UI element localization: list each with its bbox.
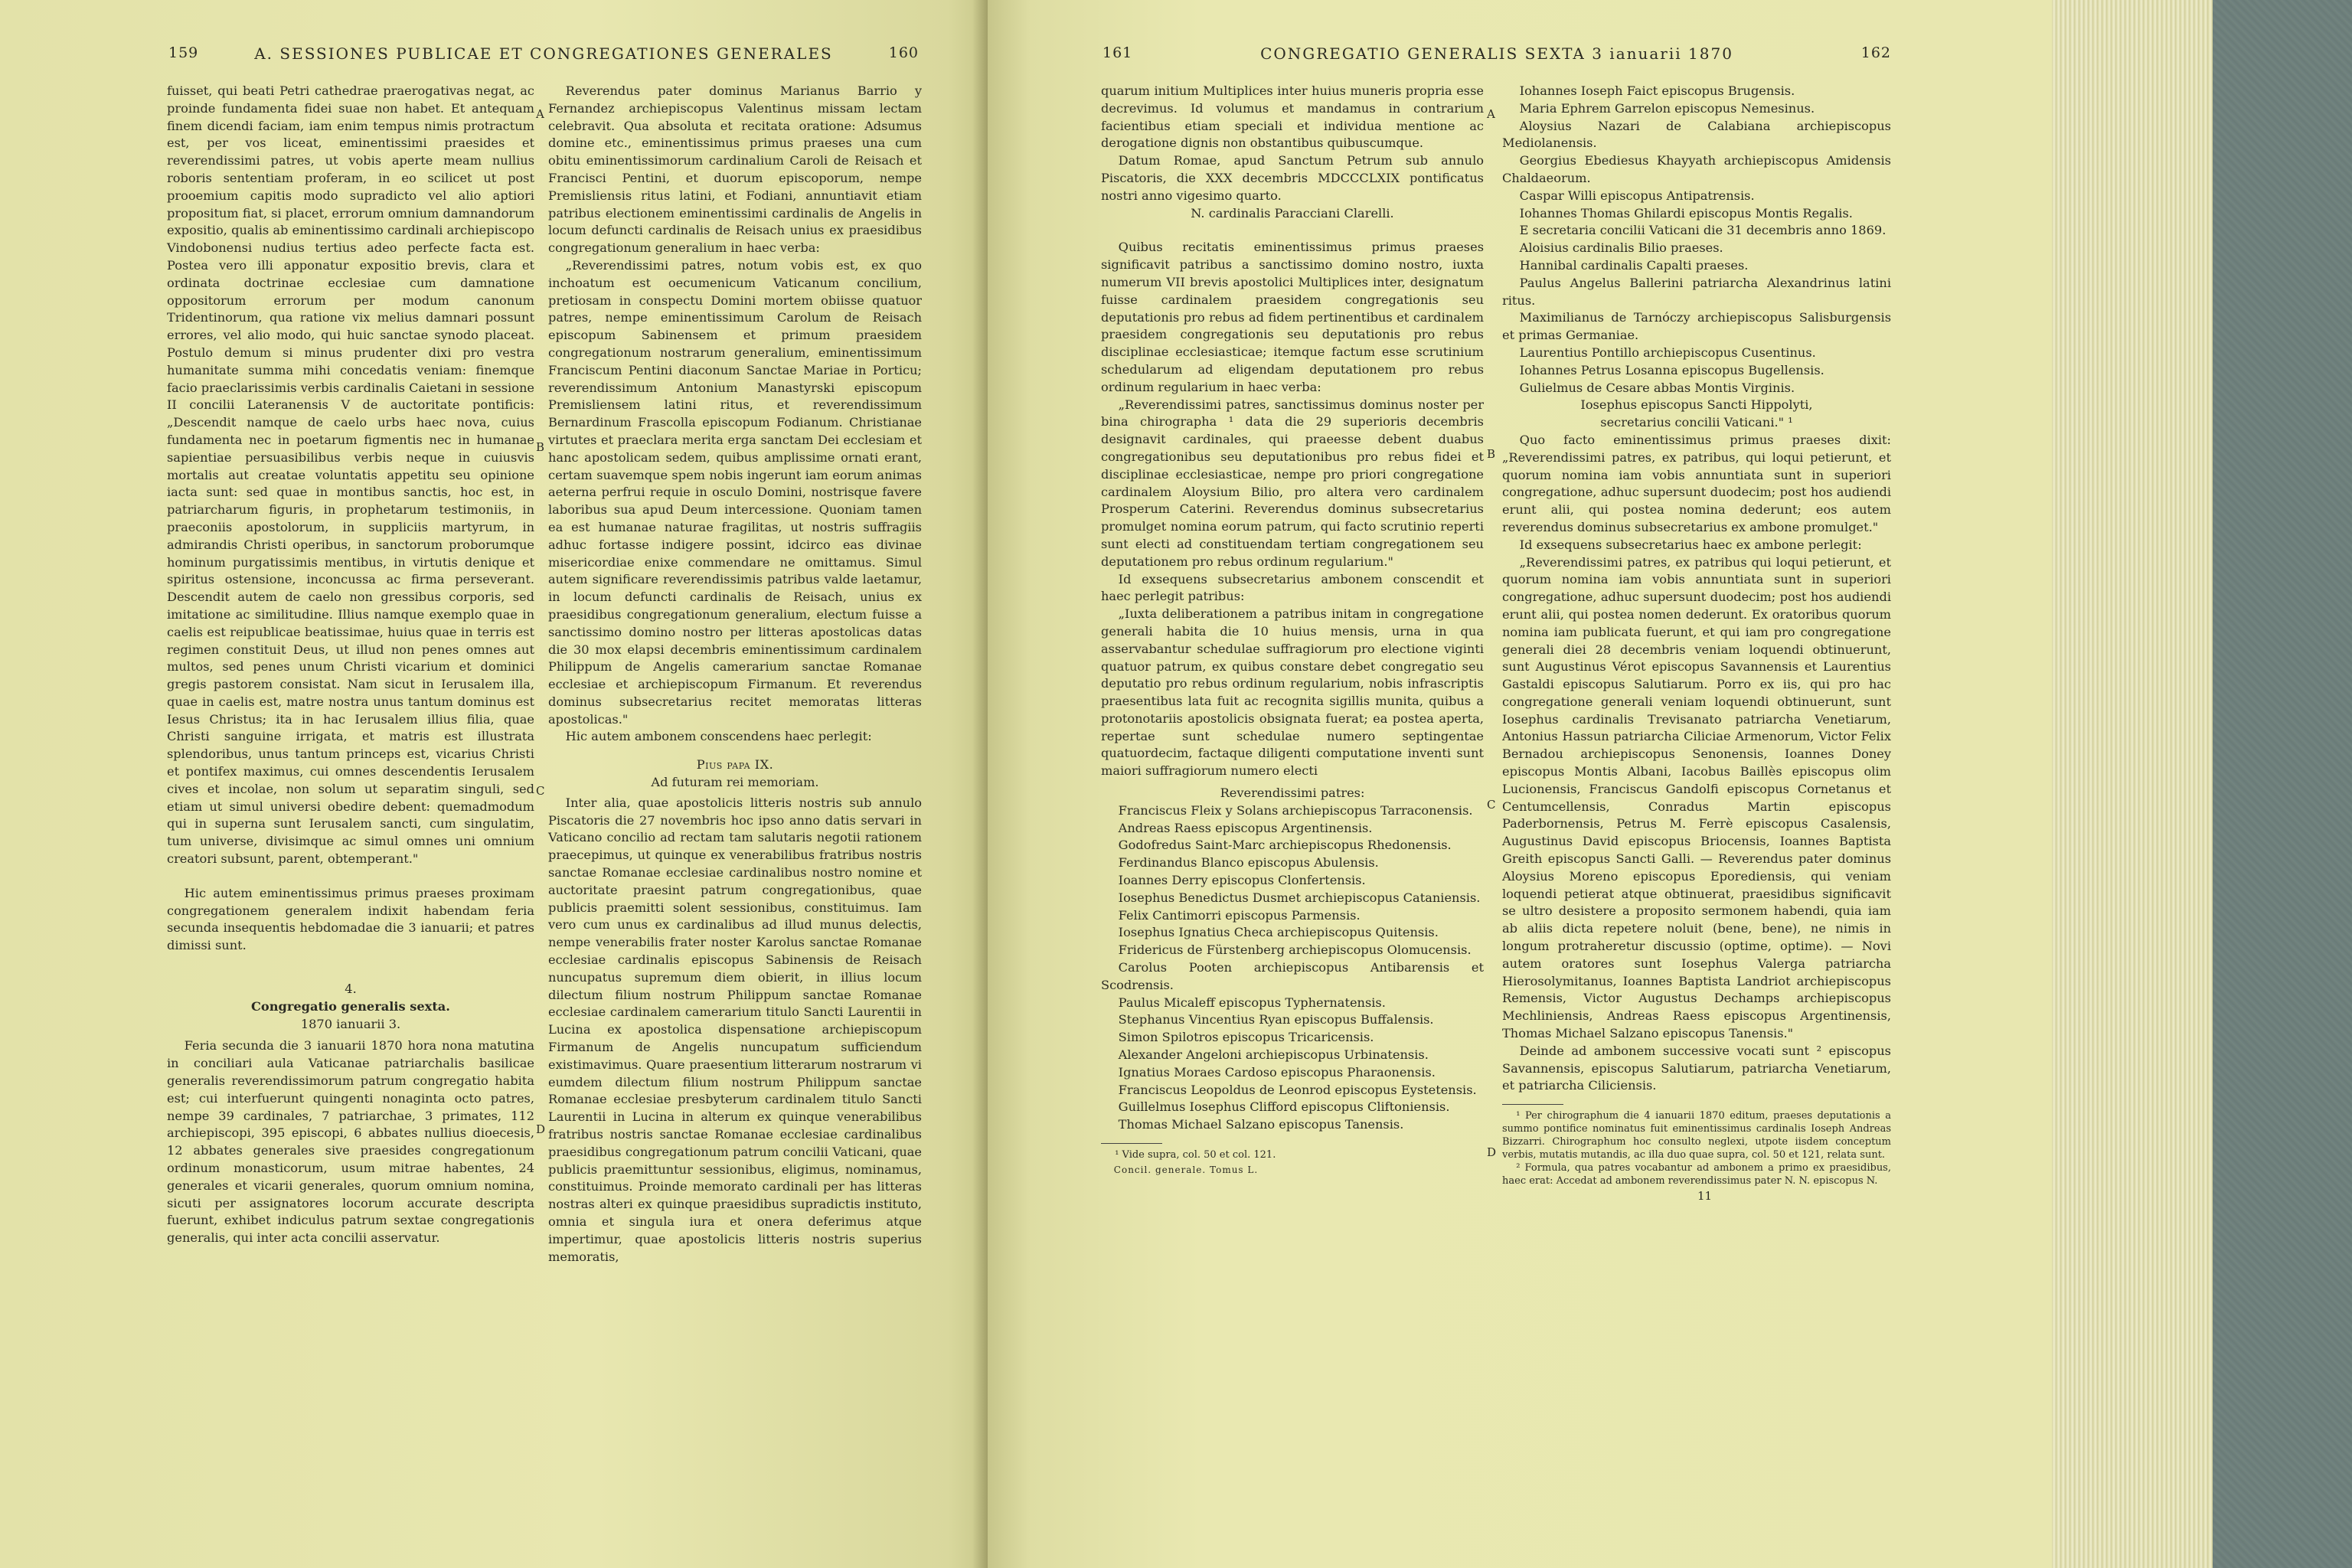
name-entry: Godofredus Saint-Marc archiepiscopus Rhedonensis. xyxy=(1118,838,1452,853)
footnote-rule xyxy=(1101,1143,1162,1144)
margin-letter-b: B xyxy=(1487,447,1496,461)
signer-line: Iosephus episcopus Sancti Hippolyti, xyxy=(1580,397,1813,413)
name-entry: Franciscus Leopoldus de Leonrod episcopus Eystetensis. xyxy=(1118,1082,1477,1097)
section-date: 1870 ianuarii 3. xyxy=(300,1016,401,1031)
signature-line: N. cardinalis Paracciani Clarelli. xyxy=(1191,205,1394,220)
name-entry: Alexander Angeloni archiepiscopus Urbinatensis. xyxy=(1118,1047,1429,1063)
left-page xyxy=(0,0,988,1568)
name-entry: Hannibal cardinalis Capalti praeses. xyxy=(1519,257,1749,273)
name-entry: Andreas Raess episcopus Argentinensis. xyxy=(1118,820,1373,835)
name-entry: E secretaria concilii Vaticani die 31 decembris anno 1869. xyxy=(1519,223,1886,238)
right-page xyxy=(988,0,2052,1568)
name-entry: Iohannes Ioseph Faict episcopus Brugensis. xyxy=(1519,83,1795,98)
right-running-header xyxy=(1102,44,1891,72)
pius-heading: Pius papa IX. xyxy=(696,757,774,773)
paragraph: Hic autem ambonem conscendens haec perlegit: xyxy=(565,729,872,744)
name-entry: Iosephus Benedictus Dusmet archiepiscopus Cataniensis. xyxy=(1118,890,1481,905)
section-number: 4. xyxy=(345,982,357,997)
left-running-title: A. SESSIONES PUBLICAE ET CONGREGATIONES GENERALES xyxy=(254,44,833,63)
name-entry: Carolus Pooten archiepiscopus Antibarensis et Scodrensis. xyxy=(1101,960,1484,992)
margin-letter-c: C xyxy=(536,784,545,798)
paragraph: Hic autem eminentissimus primus praeses proximam congregationem generalem indixit habendam feria secunda insequentis hebdomadae die 3 ianuarii; et patres dimissi sunt. xyxy=(167,885,534,953)
name-entry: Stephanus Vincentius Ryan episcopus Buffalensis. xyxy=(1118,1012,1434,1027)
name-entry: Georgius Ebediesus Khayyath archiepiscopus Amidensis Chaldaeorum. xyxy=(1502,153,1891,185)
name-entry: Paulus Angelus Ballerini patriarcha Alexandrinus latini ritus. xyxy=(1502,275,1891,308)
name-entry: Ferdinandus Blanco episcopus Abulensis. xyxy=(1118,855,1379,871)
paragraph: Reverendus pater dominus Marianus Barrio y Fernandez archiepiscopus Valentinus missam lectam celebravit. Qua absoluta et recitata oratione: Adsumus domine etc., eminentissimus primus praeses una cum obitu eminentissimorum cardinalium Caroli de Reisach et Francisci Pentini, et duorum episcoporum, nempe Premisliensis ritus latini, et Fodiani, annuntiavit etiam patribus electionem eminentissimi cardinalis de Angelis in locum defuncti cardinalis de Reisach unius ex praesidibus congregationum generalium in haec verba: xyxy=(548,83,922,256)
name-entry: Maria Ephrem Garrelon episcopus Nemesinus. xyxy=(1519,100,1815,116)
paragraph: „Reverendissimi patres, notum vobis est, ex quo inchoatum est oecumenicum Vaticanum concilium, pretiosam in conspectu Domini mortem obiisse quatuor patres, nempe eminentissimum Carolum de Reisach episcopum Sabinensem et primum praesidem congregationum nostrarum generalium, eminentissimum Franciscum Pentini diaconum Sanctae Mariae in Porticu; reverendissimum Antonium Manastyrski episcopum Premisliensem latini ritus, et reverendissimum Bernardinum Frascolla episcopum Fodianum. Christianae virtutes et praeclara merita erga sanctam Dei ecclesiam et hanc apostolicam sedem, quibus amplissime ornati erant, certam suavemque spem nobis ingerunt iam eorum animas aeterna perfrui requie in osculo Domini, nostrisque favere laboribus sua apud Deum intercessione. Quoniam tamen ea est humanae naturae fragilitas, ut nostris suffragiis adhuc fortasse indigere possint, idcirco eas divinae misericordiae enixe commendare ne omittamus. Simul autem significare reverendissimis patribus valde laetamur, in locum defuncti cardinalis de Reisach, unius ex praesidibus congregationum generalium, electum fuisse a sanctissimo domino nostro per litteras apostolicas datas die 30 mox elapsi decembris eminentissimum cardinalem Philippum de Angelis camerarium sanctae Romanae ecclesiae et archiepiscopum Firmanum. Et reverendus dominus subsecretarius recitet memoratas litteras apostolicas." xyxy=(548,257,922,727)
column-159 xyxy=(167,83,534,1247)
name-entry: Iosephus Ignatius Checa archiepiscopus Quitensis. xyxy=(1118,925,1439,940)
name-entry: Iohannes Petrus Losanna episcopus Bugellensis. xyxy=(1519,362,1824,377)
column-160 xyxy=(548,83,922,1266)
page-block-edge xyxy=(2052,0,2213,1568)
name-entry: Iohannes Thomas Ghilardi episcopus Montis Regalis. xyxy=(1519,205,1853,220)
name-entry: Laurentius Pontillo archiepiscopus Cusentinus. xyxy=(1519,345,1816,360)
footnote: ¹ Per chirographum die 4 ianuarii 1870 editum, praeses deputationis a summo pontifice nominatus fuit eminentissimus cardinalis Ioseph Andreas Bizzarri. Chirographum hoc consulto neglexi, utpote iisdem conceptum verbis, mutatis mutandis, ac illa duo quae supra, col. 50 et 121, relata sunt. xyxy=(1502,1110,1891,1161)
book-cover-board xyxy=(2213,0,2352,1568)
footnote: ¹ Vide supra, col. 50 et col. 121. xyxy=(1115,1149,1276,1161)
paragraph: „Reverendissimi patres, ex patribus qui loqui petierunt, et quorum nomina iam vobis annuntiata sunt in superiori congregatione, adhuc supersunt duodecim; post hos audiendi erunt alii, qui postea nomen dederunt. Ex oratoribus quorum nomina iam publicata fuerunt, et qui iam pro congregatione generali diei 28 decembris veniam loquendi obtinuerunt, sunt Augustinus Vérot episcopus Savannensis et Laurentius Gastaldi episcopus Salutiarum. Porro ex iis, qui pro hac congregatione generali veniam loquendi obtinuerunt, sunt Iosephus cardinalis Trevisanato patriarcha Venetiarum, Antonius Hassun patriarcha Ciliciae Armenorum, Victor Felix Bernadou archiepiscopus Senonensis, Ioannes Doney episcopus Montis Albani, Iacobus Baillès episcopus olim Lucionensis, Franciscus Gandolfi episcopus Cornetanus et Centumcellensis, Conradus Martin episcopus Paderbornensis, Petrus M. Ferrè episcopus Casalensis, Augustinus David episcopus Briocensis, Ioannes Baptista Greith episcopus Sancti Galli. — Reverendus pater dominus Aloysius Moreno episcopus Eporediensis, qui veniam loquendi petierat atque obtinuerat, praesidibus significavit se ultro desistere a proposito sermonem habendi, quia iam ab aliis dicta repetere noluit (bene, bene), ne nimis in longum protraheretur discussio (optime, optime). — Novi autem oratores sunt Iosephus Valerga patriarcha Hierosolymitanus, Ioannes Baptista Landriot archiepiscopus Remensis, Victor Augustus Dechamps archiepiscopus Mechliniensis, Andreas Raess episcopus Argentinensis, Thomas Michael Salzano episcopus Tanensis." xyxy=(1502,554,1891,1041)
name-entry: Simon Spilotros episcopus Tricaricensis. xyxy=(1118,1030,1374,1045)
margin-letter-b: B xyxy=(536,440,545,454)
name-entry: Franciscus Fleix y Solans archiepiscopus Tarraconensis. xyxy=(1118,802,1473,818)
footnote: ² Formula, qua patres vocabantur ad ambonem a primo ex praesidibus, haec erat: Accedat ad ambonem reverendissimus pater N. N. episcopus N. xyxy=(1502,1162,1891,1187)
right-page-number-2: 162 xyxy=(1860,44,1891,61)
margin-letter-d: D xyxy=(1487,1145,1497,1159)
paragraph: Id exsequens subsecretarius haec ex ambone perlegit: xyxy=(1519,537,1862,552)
paragraph: Quibus recitatis eminentissimus primus praeses significavit patribus a sanctissimo domino nostro, iuxta numerum VII brevis apostolici Multiplices inter, designatum fuisse cardinalem praesidem congregationis seu deputationis pro rebus ad fidem pertinentibus et cardinalem praesidem congregationis seu deputationis pro rebus disciplinae ecclesiasticae; itemque factum esse scrutinium schedularum ad eligendam deputationem pro rebus ordinum regularium in haec verba: xyxy=(1101,240,1484,394)
name-entry: Ioannes Derry episcopus Clonfertensis. xyxy=(1118,873,1366,888)
signature-page-number: 11 xyxy=(1697,1189,1713,1204)
paragraph: Quo facto eminentissimus primus praeses dixit: „Reverendissimi patres, ex patribus, qui loqui petierunt, et quorum nomina iam vobis annuntiata sunt in superiori congregatione, adhuc supersunt duodecim; post hos audiendi erunt alii, qui postea nomina dederunt; eos autem reverendus dominus subsecretarius ex ambone promulget." xyxy=(1502,432,1891,534)
paragraph: Deinde ad ambonem successive vocati sunt ² episcopus Savannensis, episcopus Salutiarum, patriarcha Venetiarum, et patriarcha Ciliciensis. xyxy=(1502,1043,1891,1093)
margin-letter-c: C xyxy=(1487,798,1496,812)
left-running-header xyxy=(168,44,919,72)
margin-letter-d: D xyxy=(536,1122,546,1136)
name-entry: Paulus Micaleff episcopus Typhernatensis. xyxy=(1118,995,1386,1010)
column-162 xyxy=(1502,83,1891,1205)
name-entry: Gulielmus de Cesare abbas Montis Virginis. xyxy=(1519,380,1795,395)
paragraph: Id exsequens subsecretarius ambonem conscendit et haec perlegit patribus: xyxy=(1101,571,1484,604)
cover-cloth-texture xyxy=(2213,0,2352,1568)
paragraph: Feria secunda die 3 ianuarii 1870 hora nona matutina in conciliari aula Vaticanae patriarchalis basilicae generalis reverendissimorum patrum congregatio habita est; cui interfuerunt quingenti nonaginta octo patres, nempe 39 cardinales, 7 patriarchae, 3 primates, 112 archiepiscopi, 395 episcopi, 6 abbates nullius dioecesis, 12 abbates generales sive praesides congregationum ordinum monasticorum, usum mitrae habentes, 24 generales et vicarii generales, quorum omnium nomina, sicuti per assignatores locorum accurate descripta fuerunt, exhibet indiculus patrum sextae congregationis generalis, qui inter acta concilii asservatur. xyxy=(167,1038,534,1246)
paragraph: quarum initium Multiplices inter huius muneris propria esse decrevimus. Id volumus et mandamus in contrarium facientibus etiam speciali et individua mentione ac derogatione dignis non obstantibus quibuscumque. xyxy=(1101,83,1484,151)
signature-mark: Concil. generale. Tomus L. xyxy=(1113,1165,1259,1176)
margin-letter-a: A xyxy=(536,107,544,121)
name-entry: Aloisius cardinalis Bilio praeses. xyxy=(1519,240,1723,256)
right-running-title: CONGREGATIO GENERALIS SEXTA 3 ianuarii 1870 xyxy=(1260,44,1733,63)
name-entry: Ignatius Moraes Cardoso episcopus Pharaonensis. xyxy=(1118,1064,1436,1080)
name-entry: Maximilianus de Tarnóczy archiepiscopus Salisburgensis et primas Germaniae. xyxy=(1502,310,1891,343)
pius-subheading: Ad futuram rei memoriam. xyxy=(651,775,819,790)
paragraph: Inter alia, quae apostolicis litteris nostris sub annulo Piscatoris die 27 novembris hoc ipso anno datis servari in Vaticano concilio ad rectam tam salutaris negotii rationem praecepimus, ut quinque ex venerabilibus fratribus nostris sanctae Romanae ecclesiae cardinalibus nostro nomine et auctoritate praesint patrum congregationibus, quae publicis praemitti solent sessionibus, constituimus. Iam vero cum unus ex cardinalibus ad illud munus delectis, nempe venerabilis frater noster Karolus sanctae Romanae ecclesiae cardinalis episcopus Sabinensis de Reisach nuncupatus supremum diem obierit, in illius locum dilectum filium nostrum Philippum sanctae Romanae ecclesiae cardinalem camerarium titulo Sancti Laurentii in Lucina ex apostolica dispensatione archiepiscopum Firmanum de Angelis nuncupatum sufficiendum existimavimus. Quare praesentium litterarum nostrarum vi eumdem dilectum filium nostrum Philippum sanctae Romanae ecclesiae presbyterum cardinalem titulo Sancti Laurentii in Lucina in alterum ex quinque venerabilibus fratribus nostris sanctae Romanae ecclesiae cardinalibus praesidibus congregationum patrum concilii Vaticani, quae publicis praemittuntur sessionibus, eligimus, nominamus, constituimus. Proinde memorato cardinali per has litteras nostras alteri ex quinque praesidibus supradictis instituto, omnia et singula iura et onera deferimus atque impertimur, quae apostolicis litteris nostris superius memoratis, xyxy=(548,795,922,1264)
paragraph: Datum Romae, apud Sanctum Petrum sub annulo Piscatoris, die XXX decembris MDCCCLXIX pontificatus nostri anno vigesimo quarto. xyxy=(1101,153,1484,203)
signer-line: secretarius concilii Vaticani." ¹ xyxy=(1600,415,1793,430)
left-page-number-2: 160 xyxy=(888,44,919,61)
paragraph: „Iuxta deliberationem a patribus initam in congregatione generali habita die 10 huius mensis, urna in qua asservabantur schedulae suffragiorum pro electione viginti quatuor patrum, ex quibus constare debet congregatio seu deputatio pro rebus ordinum regularium, nobis infrascriptis praesentibus lata fuit ac recognita sigillis munita, quibus a protonotariis apostolicis obsignata fuerat; ea postea aperta, repertae sunt schedulae numero septingentae quatuordecim, factaque diligenti computatione inventi sunt maiori suffragiorum numero electi xyxy=(1101,606,1484,779)
paragraph: fuisset, qui beati Petri cathedrae praerogativas negat, ac proinde fundamenta fidei suae non habet. Et antequam finem dicendi faciam, iam enim tempus nimis protractum est, per vos liceat, eminentissimi praesides et reverendissimi patres, ut vobis aperte meam nullius roboris sententiam proferam, in eo scilicet ut post prooemium capitis modo supradicto vel alio aptiori propositum fiat, si placet, errorum omnium damnandorum expositio, qualis ab eminentissimo cardinali archiepiscopo Vindobonensi nudius tertius adeo perfecte facta est. Postea vero illi apponatur expositio brevis, clara et ordinata doctrinae ecclesiae cum damnatione oppositorum errorum per modum canonum Tridentinorum, qua ratione vix melius damnari possunt errores, vel alio modo, qui huic sanctae synodo placeat. Postulo demum si minus prudenter dixi pro vestra humanitate summa mihi concedatis veniam: finemque facio praeclarissimis verbis cardinalis Caietani in sessione II concilii Lateranensis V de auctoritate pontificis: „Descendit namque de caelo urbs haec nova, cuius fundamenta nec in poetarum figmentis nec in humanae sapientiae persuasibilibus verbis neque in cuiusvis mortalis aut creatae voluntatis appetitu seu opinione iacta sunt: sed quae in montibus sanctis, hoc est, in patriarcharum figuris, in prophetarum testimoniis, in praeconiis apostolorum, in suppliciis martyrum, in admirandis Christi operibus, in sanctorum proborumque hominum purgatissimis mentibus, in virtutis denique et spiritus ostensione, inconcussa ac firma perseverant. Descendit autem de caelo non gressibus corporis, sed imitatione ac similitudine. Illius namque exemplo quae in caelis est reipublicae beatissimae, huius quae in terris est regimen constituit Deus, ut illud non penes omnes aut multos, sed penes unum Christi vicarium et dominici gregis pastorem consistat. Nam sicut in Ierusalem illa, quae in caelis est, matre nostra unus tantum dominus est Iesus Christus; ita in hac Ierusalem illius filia, quae Christi sanguine irrigata, et matris est illustrata splendoribus, unus tantum princeps est, vicarius Christi et pontifex maximus, cui omnes descendentis Ierusalem cives et incolae, non solum ut separatim singuli, sed etiam ut simul universi obedire debent: quemadmodum qui in superna sunt Ierusalem sancti, cum singulatim, tum universe, divisimque ac simul omnes uni omnium creatori subsunt, parent, obtemperant." xyxy=(167,83,534,867)
name-entry: Felix Cantimorri episcopus Parmensis. xyxy=(1118,907,1361,923)
name-entry: Aloysius Nazari de Calabiana archiepiscopus Mediolanensis. xyxy=(1502,118,1891,151)
left-page-number-1: 159 xyxy=(168,44,199,61)
name-entry: Guillelmus Iosephus Clifford episcopus Cliftoniensis. xyxy=(1118,1099,1450,1115)
name-entry: Fridericus de Fürstenberg archiepiscopus Olomucensis. xyxy=(1118,942,1472,958)
section-title: Congregatio generalis sexta. xyxy=(251,998,450,1014)
footnote-rule xyxy=(1502,1104,1563,1105)
right-page-number-1: 161 xyxy=(1102,44,1133,61)
paragraph: „Reverendissimi patres, sanctissimus dominus noster per bina chirographa ¹ data die 29 superioris decembris designavit cardinales, qui praeesse debent duabus congregationibus seu deputationibus pro rebus fidei et disciplinae ecclesiasticae, nempe pro priori congregatione cardinalem Aloysium Bilio, pro altera vero cardinalem Prosperum Caterini. Reverendus dominus subsecretarius promulget nomina eorum patrum, qui facto scrutinio reperti sunt electi ad constituendam tertiam congregationem seu deputationem pro rebus ordinum regularium." xyxy=(1101,397,1484,569)
rev-patres-heading: Reverendissimi patres: xyxy=(1220,786,1365,801)
margin-letter-a: A xyxy=(1487,107,1495,121)
column-161 xyxy=(1101,83,1484,1179)
name-entry: Caspar Willi episcopus Antipatrensis. xyxy=(1519,188,1755,203)
name-entry: Thomas Michael Salzano episcopus Tanensis. xyxy=(1118,1117,1404,1132)
